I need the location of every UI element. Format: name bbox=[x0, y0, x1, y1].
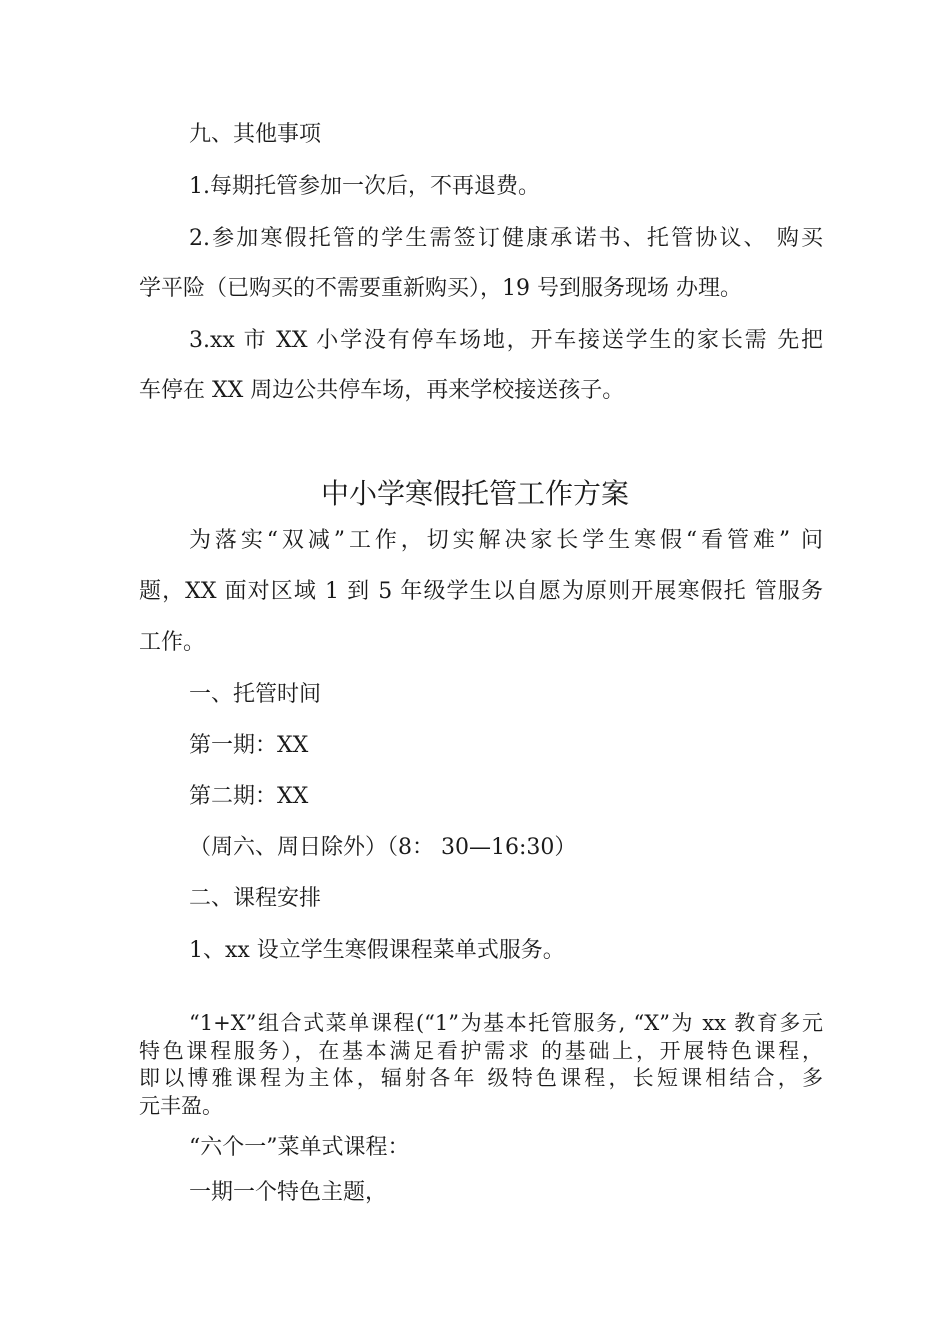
section-nine-item-3-line-1: 3.xx 市 XX 小学没有停车场地，开车接送学生的家长需 先把 bbox=[189, 328, 823, 353]
section-nine-item-3-line-2: 车停在 XX 周边公共停车场，再来学校接送孩子。 bbox=[139, 378, 625, 403]
combo-course-line-4: 元丰盈。 bbox=[139, 1094, 223, 1118]
section-two-item-1: 1、xx 设立学生寒假课程菜单式服务。 bbox=[189, 938, 565, 963]
intro-line-2: 题，XX 面对区域 1 到 5 年级学生以自愿为原则开展寒假托 管服务 bbox=[139, 579, 823, 604]
section-nine-item-2-line-1: 2.参加寒假托管的学生需签订健康承诺书、托管协议、 购买 bbox=[189, 226, 823, 251]
section-nine-heading: 九、其他事项 bbox=[189, 122, 322, 147]
intro-line-3: 工作。 bbox=[139, 630, 206, 655]
six-courses-item-1: 一期一个特色主题， bbox=[189, 1180, 388, 1205]
period-one: 第一期：XX bbox=[189, 733, 309, 758]
section-nine-item-1: 1.每期托管参加一次后，不再退费。 bbox=[189, 174, 540, 199]
period-two: 第二期：XX bbox=[189, 784, 309, 809]
document-title: 中小学寒假托管工作方案 bbox=[320, 477, 629, 510]
section-one-heading: 一、托管时间 bbox=[189, 682, 322, 707]
six-courses-heading: “六个一”菜单式课程： bbox=[189, 1135, 410, 1160]
combo-course-line-1: “1+X”组合式菜单课程(“1”为基本托管服务, “X”为 xx 教育多元 bbox=[189, 1011, 823, 1035]
section-nine-item-2-line-2: 学平险（已购买的不需要重新购买），19 号到服务现场 办理。 bbox=[139, 276, 742, 301]
intro-line-1: 为落实“双减”工作，切实解决家长学生寒假“看管难” 问 bbox=[189, 528, 823, 553]
service-hours: （周六、周日除外）（8： 30—16:30） bbox=[189, 835, 577, 860]
section-two-heading: 二、课程安排 bbox=[189, 886, 322, 911]
combo-course-line-2: 特色课程服务），在基本满足看护需求 的基础上，开展特色课程， bbox=[139, 1039, 823, 1063]
combo-course-line-3: 即以博雅课程为主体，辐射各年 级特色课程，长短课相结合，多 bbox=[139, 1066, 823, 1090]
